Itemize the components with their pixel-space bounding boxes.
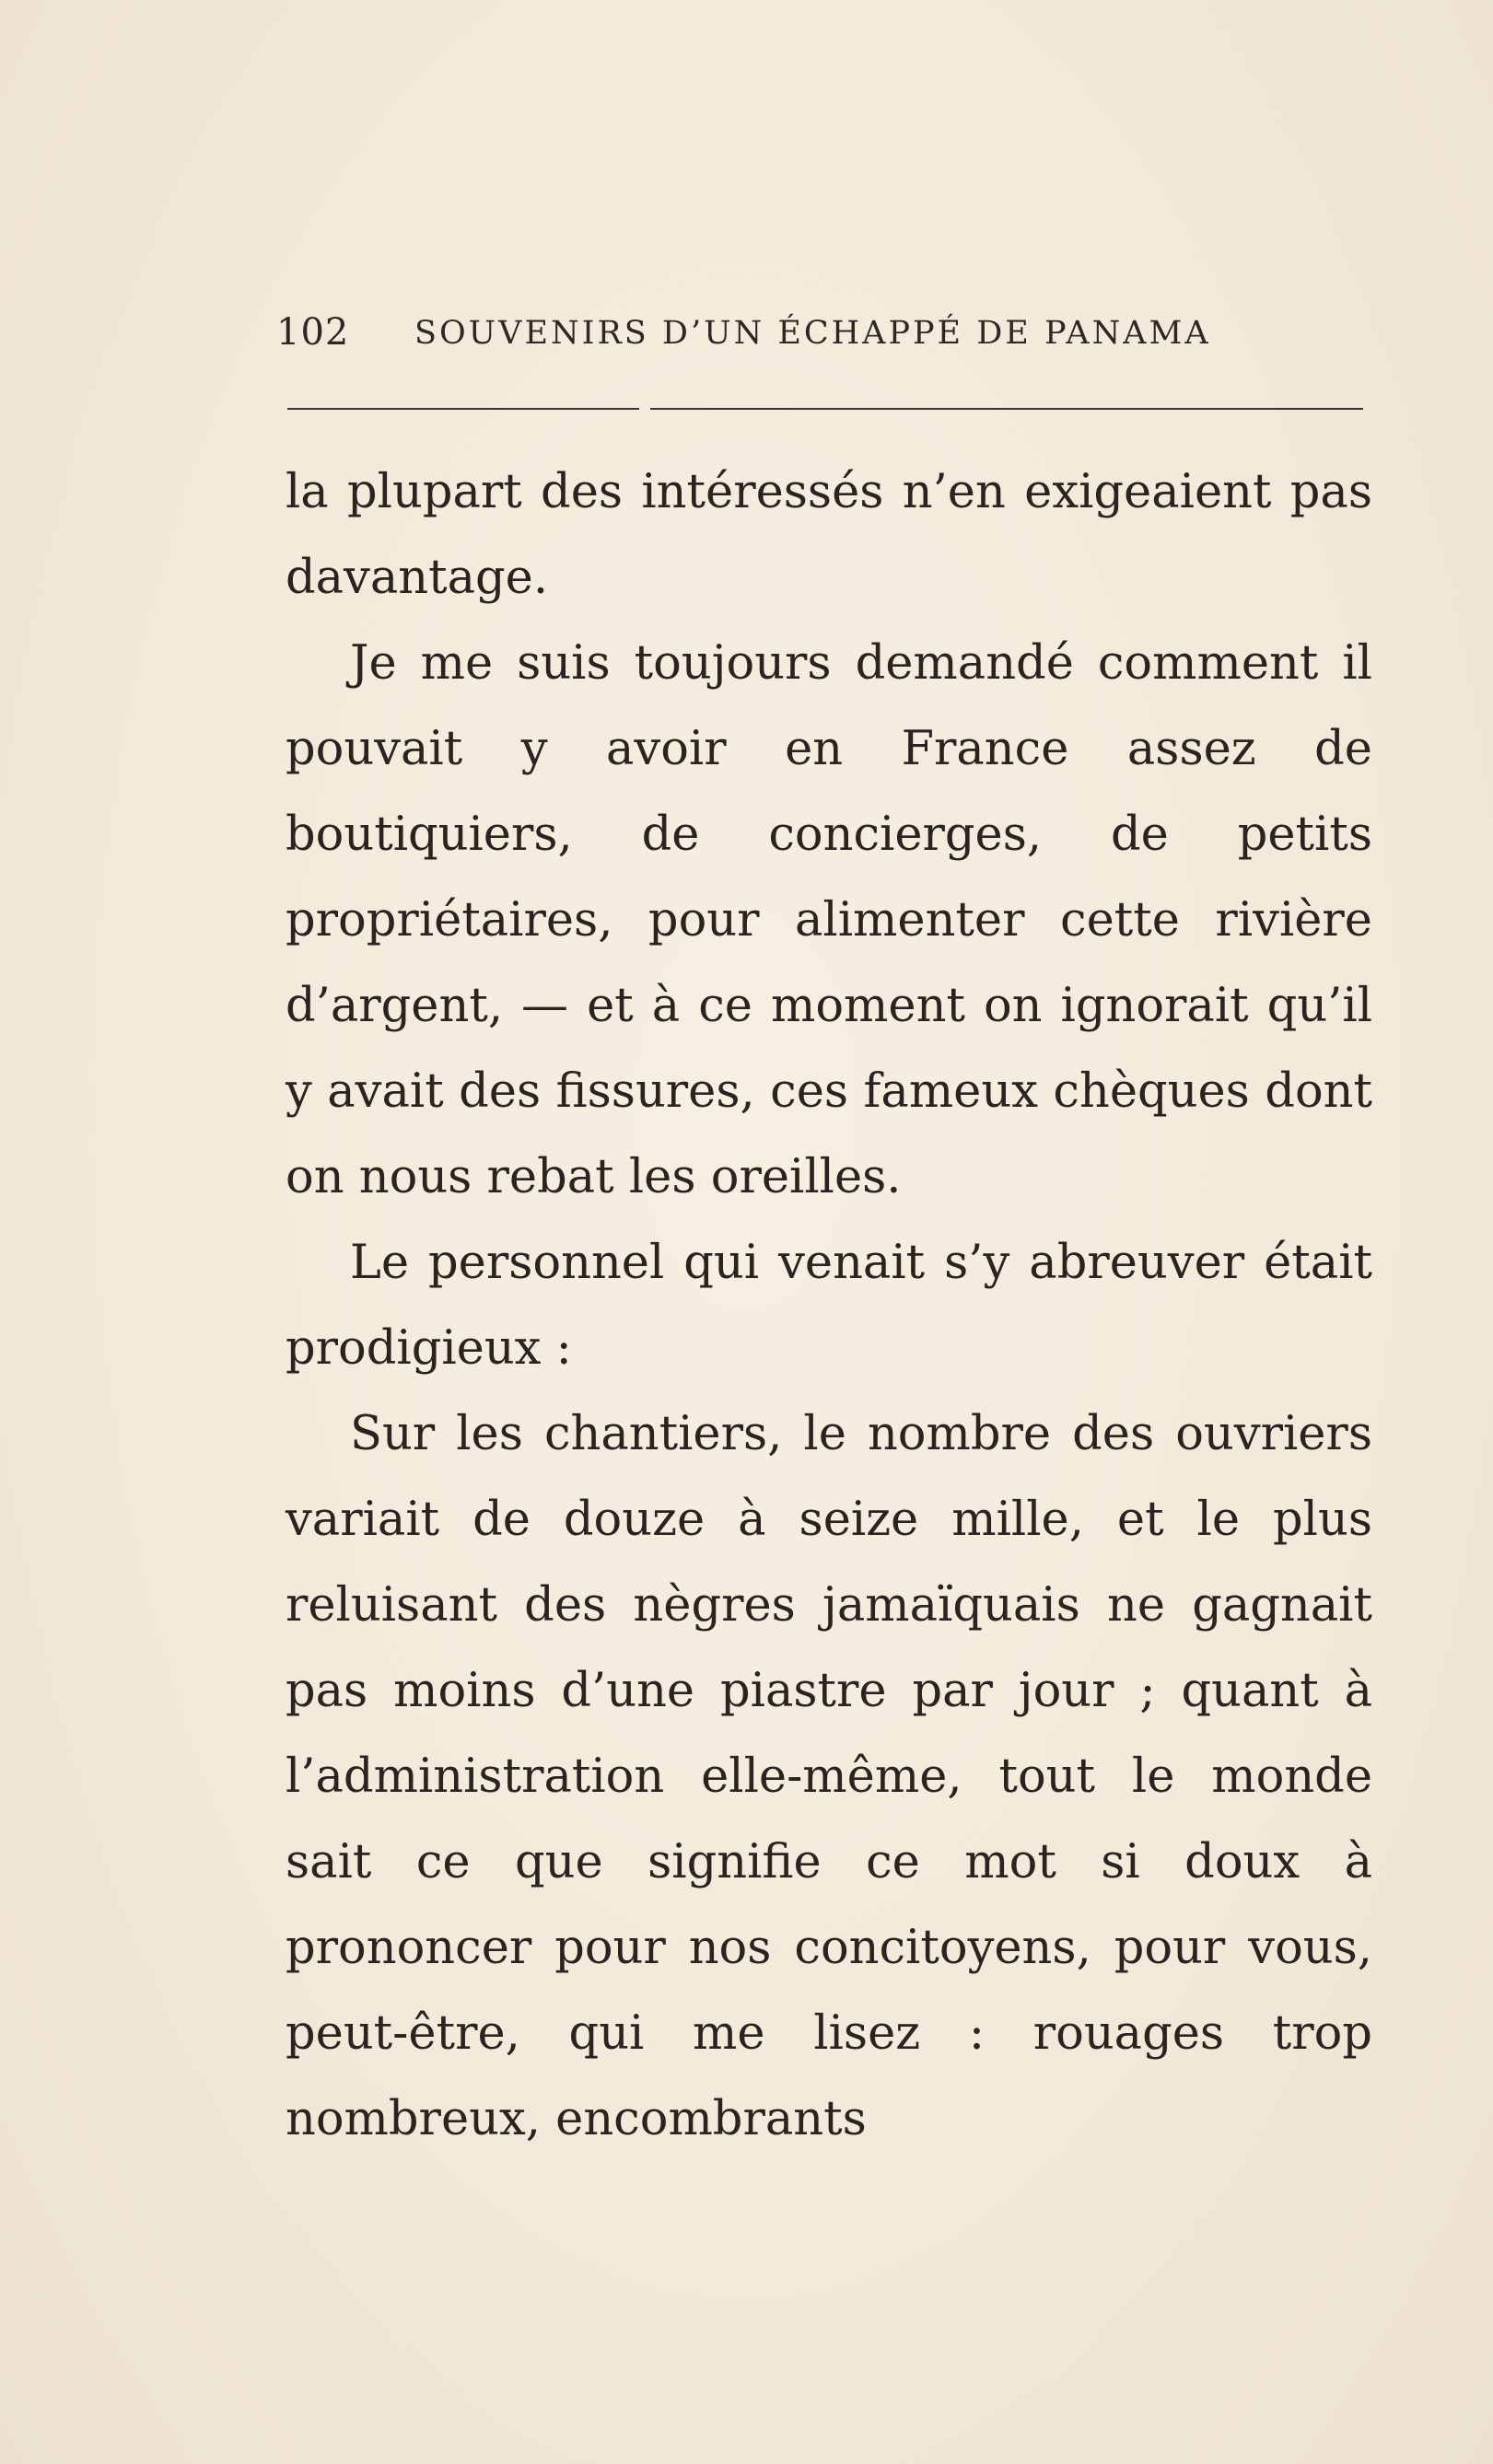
paragraph-3: Le personnel qui venait s’y abreuver était prodigieux : bbox=[286, 1236, 1372, 1376]
running-header bbox=[276, 311, 1234, 376]
paragraph-1: la plupart des intéressés n’en exigeaient pas davantage. bbox=[286, 465, 1372, 605]
header-rule-left bbox=[287, 408, 639, 410]
running-title: SOUVENIRS D’UN ÉCHAPPÉ DE PANAMA bbox=[414, 315, 1211, 352]
paragraph-4: Sur les chantiers, le nombre des ouvriers variait de douze à seize mille, et le plus reluisant des nègres jamaïquais ne gagnait pas moins d’une piastre par jour ; quant à l’administration elle-même, tout le monde sait ce que signifie ce mot si doux à prononcer pour nos concitoyens, pour vous, peut-être, qui me lisez : rouages trop nombreux, encombrants bbox=[286, 1407, 1372, 2146]
page-number: 102 bbox=[276, 311, 350, 354]
header-rule-right bbox=[650, 408, 1363, 410]
paragraph-2: Je me suis toujours demandé comment il pouvait y avoir en France assez de boutiquiers, de concierges, de petits propriétaires, pour alimenter cette rivière d’argent, — et à ce moment on ignorait qu’il y avait des fissures, ces fameux chèques dont on nous rebat les oreilles. bbox=[286, 636, 1372, 1204]
body-text bbox=[286, 449, 1372, 2162]
